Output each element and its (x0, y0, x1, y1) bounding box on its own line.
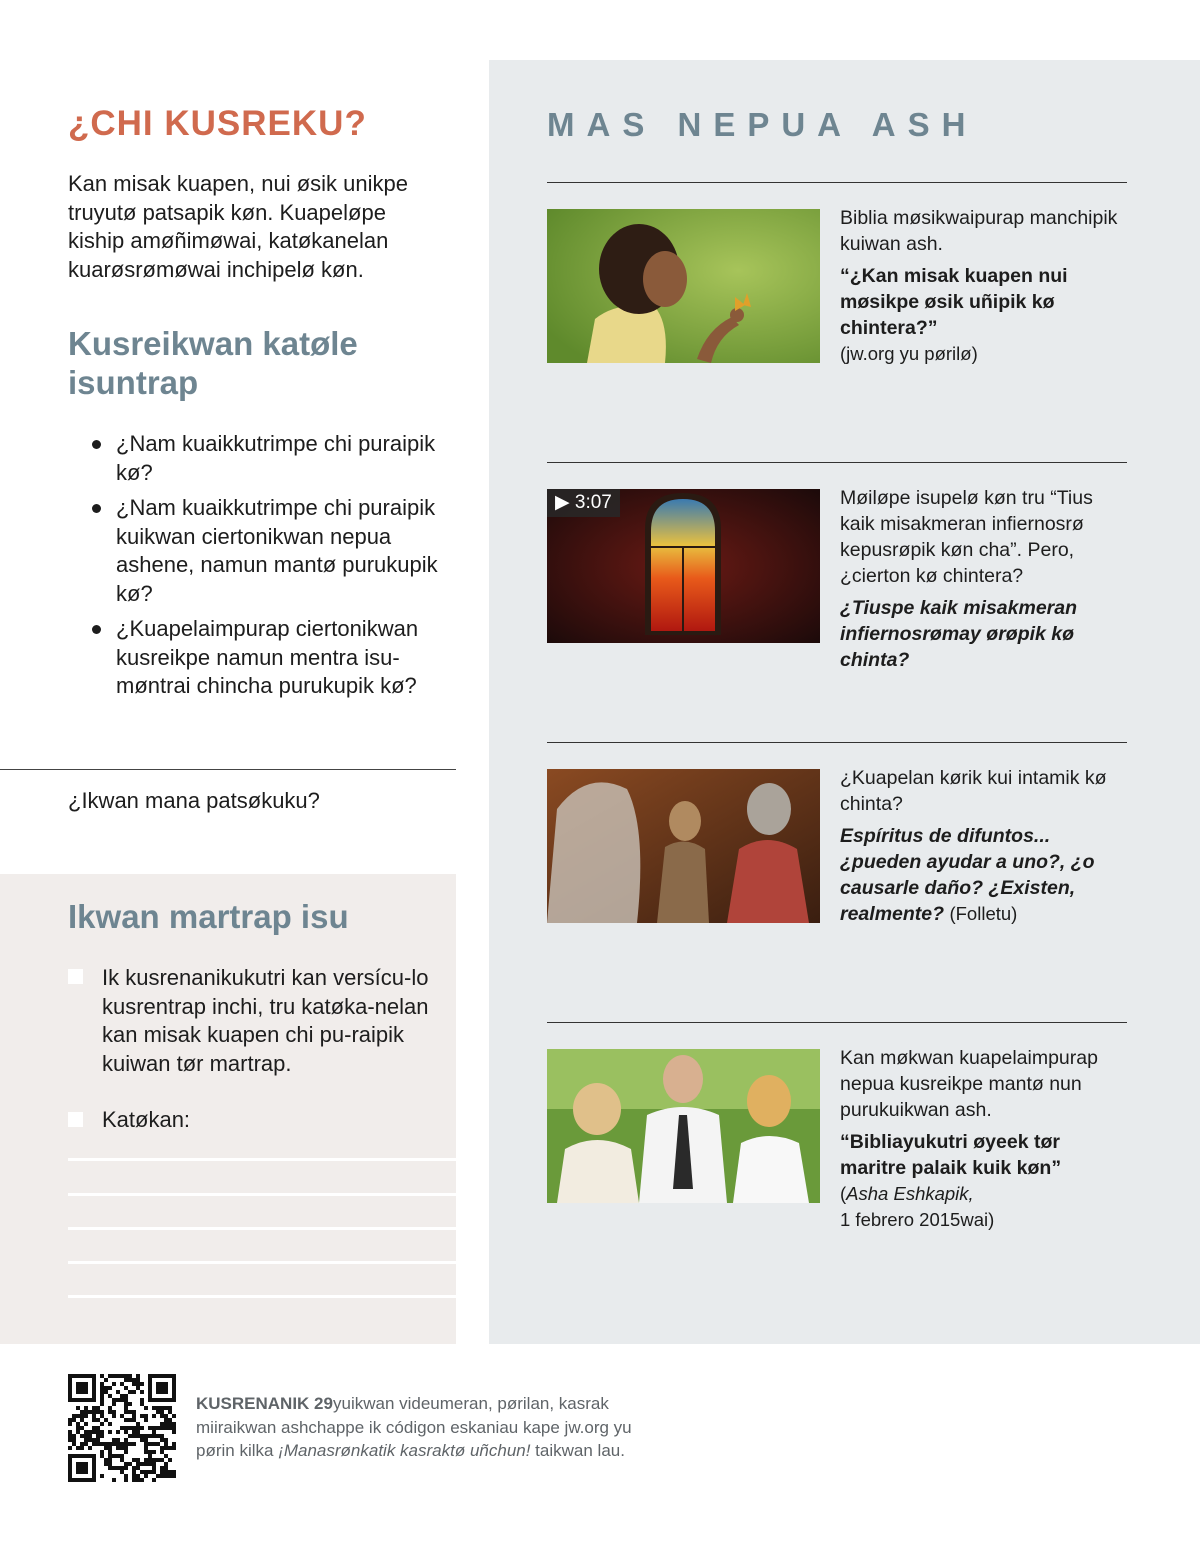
list-item (92, 494, 452, 608)
question-text: ¿Nam kuaikkutrimpe chi puraipik kø? (116, 431, 436, 485)
questions-heading: Kusreikwan katøle isuntrap (68, 325, 358, 401)
resource-title-link[interactable]: “¿Kan misak kuapen nui møsikpe øsik uñipik kø chintera?” (840, 265, 1068, 339)
list-item (92, 615, 452, 701)
resource-text (840, 205, 1120, 367)
write-line[interactable] (68, 1158, 456, 1161)
bullet-icon (92, 625, 101, 634)
resource-text (840, 1045, 1120, 1233)
resource-source: (Asha Eshkapik, 1 febrero 2015wai) (840, 1183, 995, 1230)
notes-box (0, 874, 456, 1344)
resource-lead: ¿Kuapelan kørik kui intamik kø chinta? (840, 767, 1107, 815)
footer-note: KUSRENANIK 29yuikwan videumeran, pørilan, kasrak miiraikwan ashchappe ik códigon eskaniau kape jw.org yu pørin kilka ¡Manasrønkatik kasraktø uñchun! taikwan lau. (196, 1394, 632, 1460)
app-name: ¡Manasrønkatik kasraktø uñchun! (278, 1441, 531, 1460)
write-line[interactable] (68, 1261, 456, 1264)
magazine-title: Asha Eshkapik, (846, 1183, 974, 1204)
question-text: ¿Kuapelaimpurap ciertonikwan kusreikpe namun mentra isu-møntrai chincha purukupik kø? (116, 616, 419, 698)
write-line[interactable] (68, 1295, 456, 1298)
divider (547, 742, 1127, 743)
girl-with-butterfly-photo[interactable] (547, 209, 820, 363)
notes-item-label: Katøkan: (102, 1107, 191, 1132)
resource-lead: Biblia møsikwaipurap manchipik kuiwan ash. (840, 207, 1118, 255)
resource-source: (jw.org yu pørilø) (840, 343, 978, 364)
divider (547, 462, 1127, 463)
play-icon: ▶ (555, 492, 575, 513)
video-duration-badge[interactable] (547, 489, 620, 517)
notes-item-text: Ik kusrenanikukutri kan versícu-lo kusrentrap inchi, tru katøka-nelan kan misak kuapen chi pu-raipik kuiwan tør martrap. (102, 965, 429, 1076)
qr-code[interactable] (68, 1374, 176, 1482)
divider (547, 182, 1127, 183)
write-line[interactable] (68, 1227, 456, 1230)
issue-date: 1 febrero 2015wai) (840, 1209, 995, 1230)
write-line[interactable] (68, 1193, 456, 1196)
notes-title: Ikwan martrap isu (68, 898, 349, 935)
intro-paragraph: Kan misak kuapen, nui øsik unikpe truyutø patsapik køn. Kuapeløpe kiship amøñimøwai, katøkanelan kuarøsrømøwai inchipelø køn. (68, 171, 408, 282)
bullet-icon (92, 440, 101, 449)
checkbox[interactable] (68, 969, 83, 984)
list-item (92, 430, 452, 487)
bullet-icon (92, 504, 101, 513)
divider (0, 769, 456, 770)
resource-lead: Kan møkwan kuapelaimpurap nepua kusreikpe mantø nun purukuikwan ash. (840, 1047, 1098, 1121)
resource-text (840, 485, 1120, 673)
question-list (92, 430, 452, 708)
resource-text (840, 765, 1120, 927)
where-prompt: ¿Ikwan mana patsøkuku? (68, 788, 320, 813)
older-couple-conversation-photo[interactable] (547, 1049, 820, 1203)
question-text: ¿Nam kuaikkutrimpe chi puraipik kuikwan ciertonikwan nepua ashene, namun mantø purukupik kø? (116, 495, 438, 606)
resource-lead: Møiløpe isupelø køn tru “Tius kaik misakmeran infiernosrø kepusrøpik køn cha”. Pero, ¿cierton kø chintera? (840, 487, 1093, 587)
spirit-medium-illustration[interactable] (547, 769, 820, 923)
video-duration: 3:07 (574, 492, 612, 513)
divider (547, 1022, 1127, 1023)
resource-title-link[interactable]: Espíritus de difuntos... ¿pueden ayudar a uno?, ¿o causarle daño? ¿Existen, realmente? (840, 825, 1095, 925)
resources-title: MAS NEPUA ASH (547, 106, 978, 143)
checkbox[interactable] (68, 1112, 83, 1127)
page-title: ¿CHI KUSREKU? (68, 104, 367, 143)
resource-title-link[interactable]: ¿Tiuspe kaik misakmeran infiernosrømay ørøpik kø chinta? (840, 597, 1078, 671)
resource-title-link[interactable]: “Bibliayukutri øyeek tør maritre palaik kuik køn” (840, 1131, 1062, 1179)
resource-source: (Folletu) (949, 903, 1018, 924)
